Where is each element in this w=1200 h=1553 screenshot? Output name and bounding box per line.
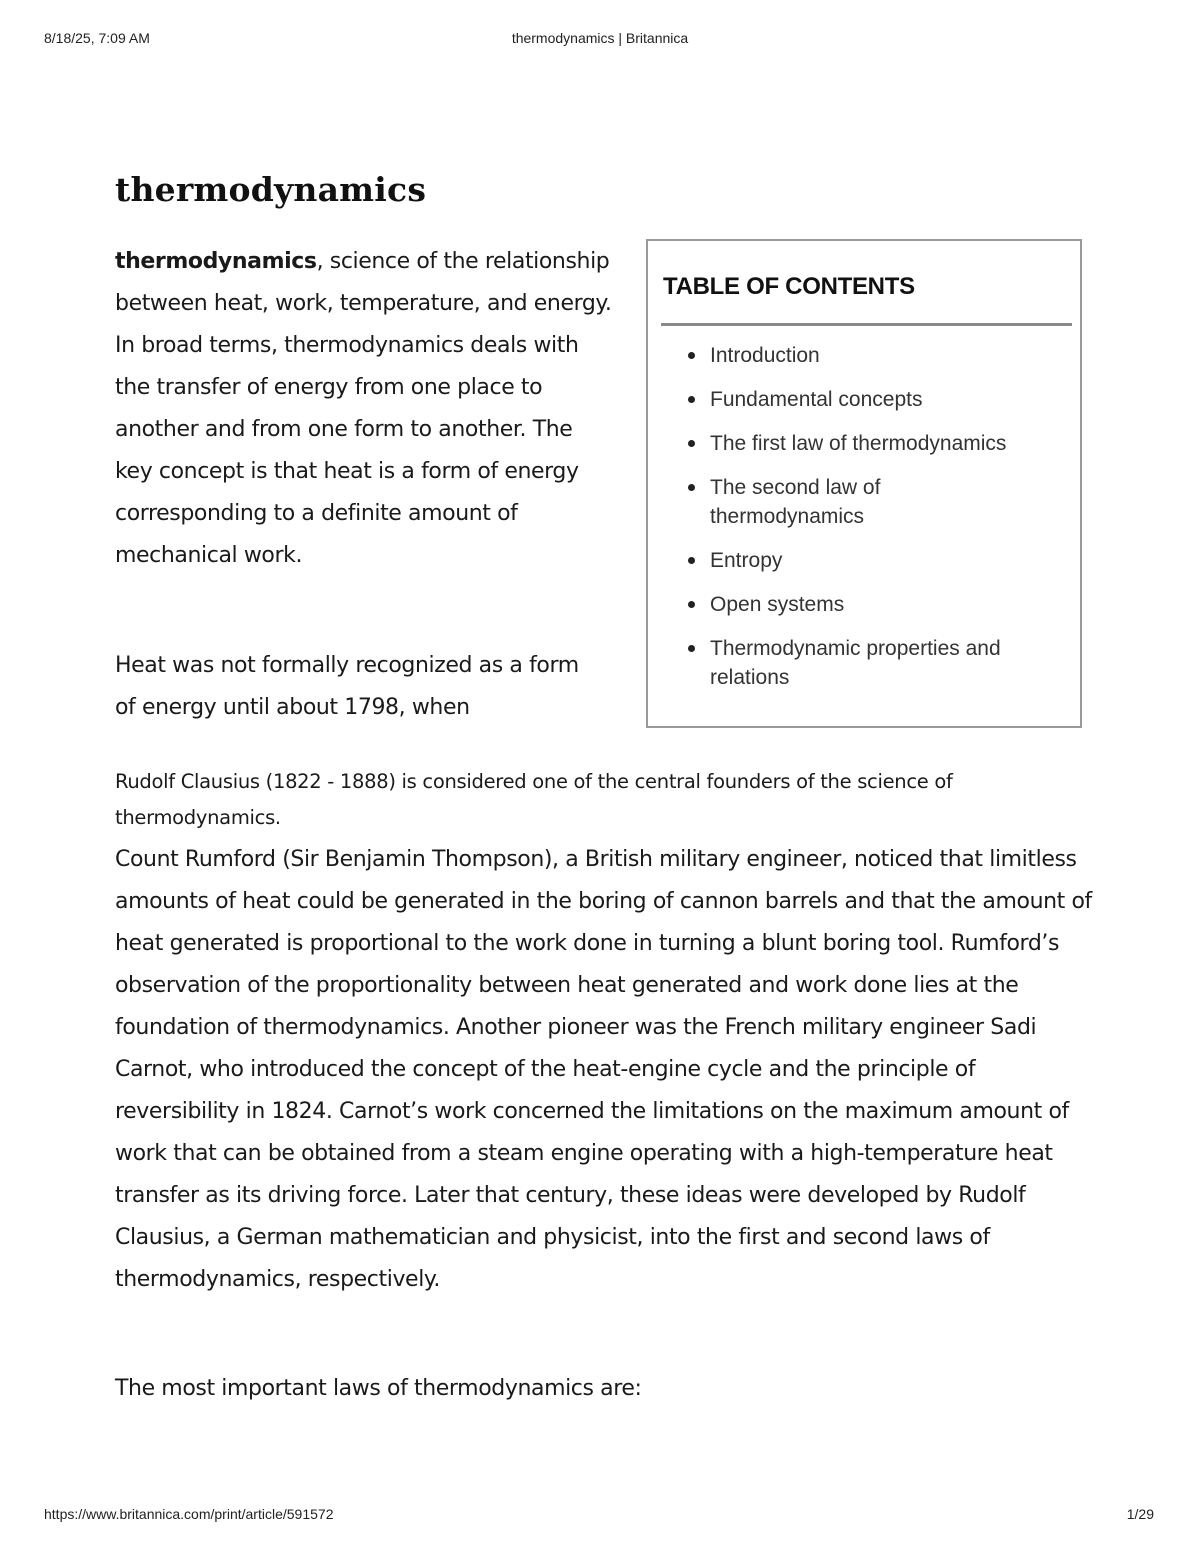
toc-list — [688, 341, 1048, 707]
bullet-icon — [688, 440, 695, 447]
image-caption: Rudolf Clausius (1822 - 1888) is considered one of the central founders of the science of thermodynamics. — [115, 770, 953, 829]
laws-intro-paragraph: The most important laws of thermodynamics are: — [115, 1376, 642, 1401]
toc-item-label[interactable]: The second law of thermodynamics — [710, 476, 881, 528]
toc-item-label[interactable]: Thermodynamic properties and relations — [710, 637, 1001, 689]
toc-item-label[interactable]: Entropy — [710, 549, 783, 572]
bullet-icon — [688, 645, 695, 652]
toc-item-label[interactable]: Fundamental concepts — [710, 388, 923, 411]
bullet-icon — [688, 601, 695, 608]
intro-paragraph — [115, 241, 615, 577]
toc-item-label[interactable]: Open systems — [710, 593, 845, 616]
bullet-icon — [688, 557, 695, 564]
bullet-icon — [688, 484, 695, 491]
intro-term: thermodynamics — [115, 249, 317, 274]
toc-divider — [661, 323, 1072, 326]
bullet-icon — [688, 396, 695, 403]
toc-item-second-law[interactable] — [688, 473, 940, 531]
toc-item-label[interactable]: Introduction — [710, 344, 820, 367]
table-of-contents — [646, 239, 1082, 728]
toc-item-open-systems[interactable] — [688, 590, 1048, 619]
intro-paragraph-2: Heat was not formally recognized as a form of energy until about 1798, when — [115, 653, 579, 720]
history-paragraph: Count Rumford (Sir Benjamin Thompson), a British military engineer, noticed that limitless amounts of heat could be generated in the boring of cannon barrels and that the amount of heat generated is proportional to the work done in turning a blunt boring tool. Rumford’s observation of the proportionality between heat generated and work done lies at the foundation of thermodynamics. Another pioneer was the French military engineer Sadi Carnot, who introduced the concept of the heat-engine cycle and the principle of reversibility in 1824. Carnot’s work concerned the limitations on the maximum amount of work that can be obtained from a steam engine operating with a high-temperature heat transfer as its driving force. Later that century, these ideas were developed by Rudolf Clausius, a German mathematician and physicist, into the first and second laws of thermodynamics, respectively. — [115, 847, 1092, 1292]
toc-item-fundamental-concepts[interactable] — [688, 385, 1048, 414]
print-page-title: thermodynamics | Britannica — [511, 30, 689, 46]
toc-item-entropy[interactable] — [688, 546, 1048, 575]
print-page-number: 1/29 — [1126, 1506, 1154, 1522]
print-url: https://www.britannica.com/print/article/591572 — [44, 1506, 334, 1522]
bullet-icon — [688, 352, 695, 359]
toc-heading: TABLE OF CONTENTS — [663, 273, 915, 300]
intro-text: , science of the relationship between heat, work, temperature, and energy. In broad terms, thermodynamics deals with the transfer of energy from one place to another and from one form to another. The key concept is that heat is a form of energy corresponding to a definite amount of mechanical work. — [115, 249, 612, 568]
print-datetime: 8/18/25, 7:09 AM — [44, 30, 150, 46]
toc-item-label[interactable]: The first law of thermodynamics — [710, 432, 1007, 455]
toc-item-first-law[interactable] — [688, 429, 1048, 458]
article-title: thermodynamics — [115, 170, 427, 209]
toc-item-introduction[interactable] — [688, 341, 1048, 370]
toc-item-thermodynamic-properties[interactable] — [688, 634, 1045, 692]
